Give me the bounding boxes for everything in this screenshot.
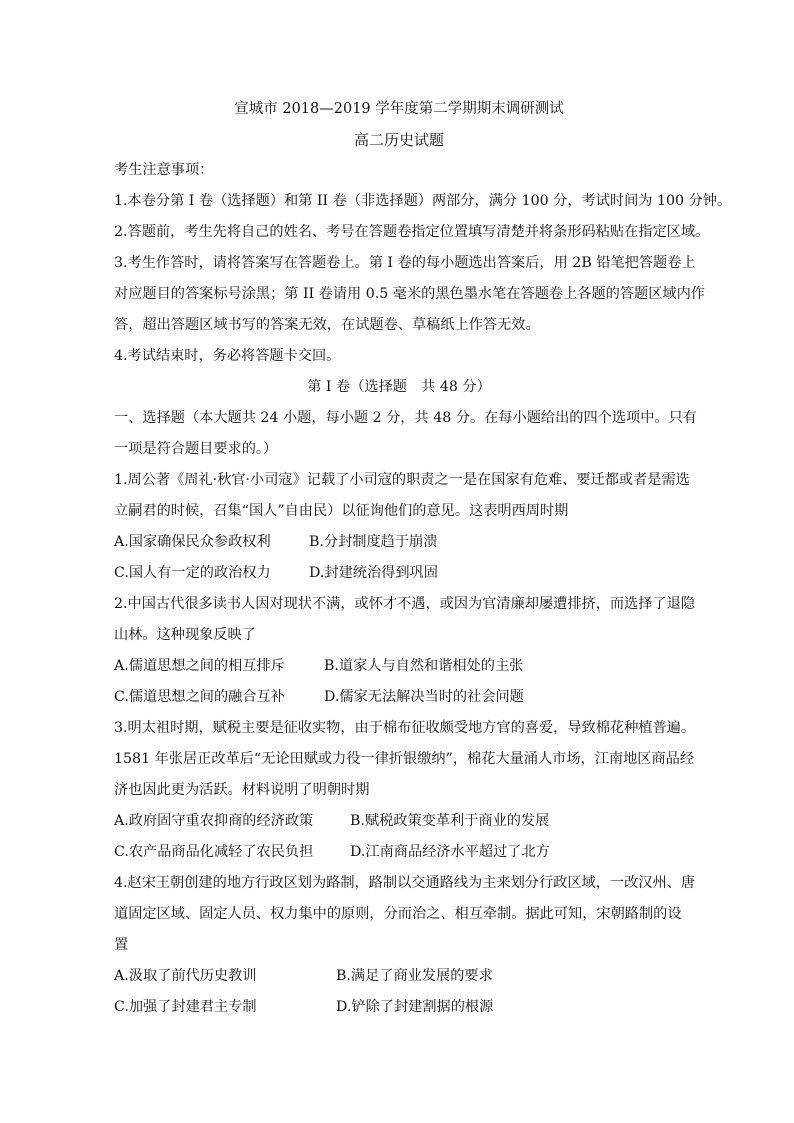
- notice-line: 对应题目的答案标号涂黑；第 II 卷请用 0.5 毫米的黑色墨水笔在答题卷上各题的答题区域内作: [114, 286, 705, 302]
- question-2: [114, 589, 696, 713]
- notice-line: 3.考生作答时，请将答案写在答题卷上。第 I 卷的每小题选出答案后，用 2B 铅笔把答题卷上: [114, 255, 696, 271]
- question-stem: 济也因此更为活跃。材料说明了明朝时期: [114, 782, 370, 798]
- option-row: [114, 527, 684, 558]
- section-instructions: 一项是符合题目要求的。）: [114, 441, 278, 457]
- option-a: A.儒道思想之间的相互排斥: [114, 658, 285, 674]
- option-row: [114, 651, 684, 682]
- question-1: [114, 465, 690, 589]
- option-d: D.儒家无法解决当时的社会问题: [324, 689, 524, 705]
- option-row: [114, 992, 684, 1023]
- option-b: B.满足了商业发展的要求: [336, 968, 493, 984]
- notice-section: [114, 155, 732, 372]
- notice-heading: 考生注意事项：: [114, 162, 214, 178]
- exam-page: [114, 100, 732, 1023]
- notice-line: 2.答题前，考生先将自己的姓名、考号在答题卷指定位置填写清楚并将条形码粘贴在指定区域。: [114, 224, 710, 240]
- option-row: [114, 806, 684, 837]
- option-row: [114, 961, 684, 992]
- option-d: D.江南商品经济水平超过了北方: [350, 844, 550, 860]
- option-row: [114, 837, 684, 868]
- question-stem: 1.周公著《周礼·秋官·小司寇》记载了小司寇的职责之一是在国家有危难、要迁都或者是需选: [114, 472, 690, 488]
- option-c: C.国人有一定的政治权力: [114, 565, 271, 581]
- option-b: B.赋税政策变革利于商业的发展: [350, 813, 550, 829]
- option-b: B.分封制度趋于崩溃: [309, 534, 438, 550]
- option-b: B.道家人与自然和谐相处的主张: [324, 658, 524, 674]
- option-row: [114, 682, 684, 713]
- option-d: D.铲除了封建割据的根源: [336, 999, 494, 1015]
- notice-line: 4.考试结束时，务必将答题卡交回。: [114, 348, 341, 364]
- option-a: A.汲取了前代历史教训: [114, 968, 257, 984]
- question-stem: 道固定区域、固定人员、权力集中的原则，分而治之、相互牵制。据此可知，宋朝路制的设: [114, 906, 682, 922]
- option-c: C.加强了封建君主专制: [114, 999, 257, 1015]
- option-c: C.农产品商品化减轻了农民负担: [114, 844, 314, 860]
- notice-line: 1.本卷分第 I 卷（选择题）和第 II 卷（非选择题）两部分，满分 100 分，考试时间为 100 分钟。: [114, 193, 732, 209]
- option-a: A.国家确保民众参政权利: [114, 534, 271, 550]
- exam-subtitle: 高二历史试题: [353, 131, 444, 149]
- question-stem: 置: [114, 937, 129, 953]
- option-row: [114, 558, 684, 589]
- question-stem: 立嗣君的时候，召集“国人”自由民）以征询他们的意见。这表明西周时期: [114, 503, 569, 519]
- question-stem: 4.赵宋王朝创建的地方行政区划为路制，路制以交通路线为主来划分行政区域，一改汉州、唐: [114, 875, 696, 891]
- option-c: C.儒道思想之间的融合互补: [114, 689, 285, 705]
- question-stem: 3.明太祖时期，赋税主要是征收实物，由于棉布征收颇受地方官的喜爱，导致棉花种植普遍。: [114, 720, 696, 736]
- question-stem: 1581 年张居正改革后“无论田赋或力役一律折银缴纳”，棉花大量涌人市场，江南地区商品经: [114, 751, 695, 767]
- section-title: 第 I 卷（选择题 共 48 分）: [307, 379, 491, 395]
- notice-line: 答，超出答题区域书写的答案无效，在试题卷、草稿纸上作答无效。: [114, 317, 540, 333]
- question-stem: 山林。这种现象反映了: [114, 627, 256, 643]
- section-instructions: 一、选择题（本大题共 24 小题，每小题 2 分，共 48 分。在每小题给出的四个选项中。只有: [114, 410, 697, 426]
- question-4: [114, 868, 696, 1023]
- option-d: D.封建统治得到巩固: [309, 565, 438, 581]
- option-a: A.政府固守重农抑商的经济政策: [114, 813, 314, 829]
- question-stem: 2.中国古代很多读书人因对现状不满，或怀才不遇，或因为官清廉却屡遭排挤，而选择了退隐: [114, 596, 696, 612]
- exam-title: 宣城市 2018—2019 学年度第二学期期末调研测试: [234, 101, 564, 117]
- question-3: [114, 713, 696, 868]
